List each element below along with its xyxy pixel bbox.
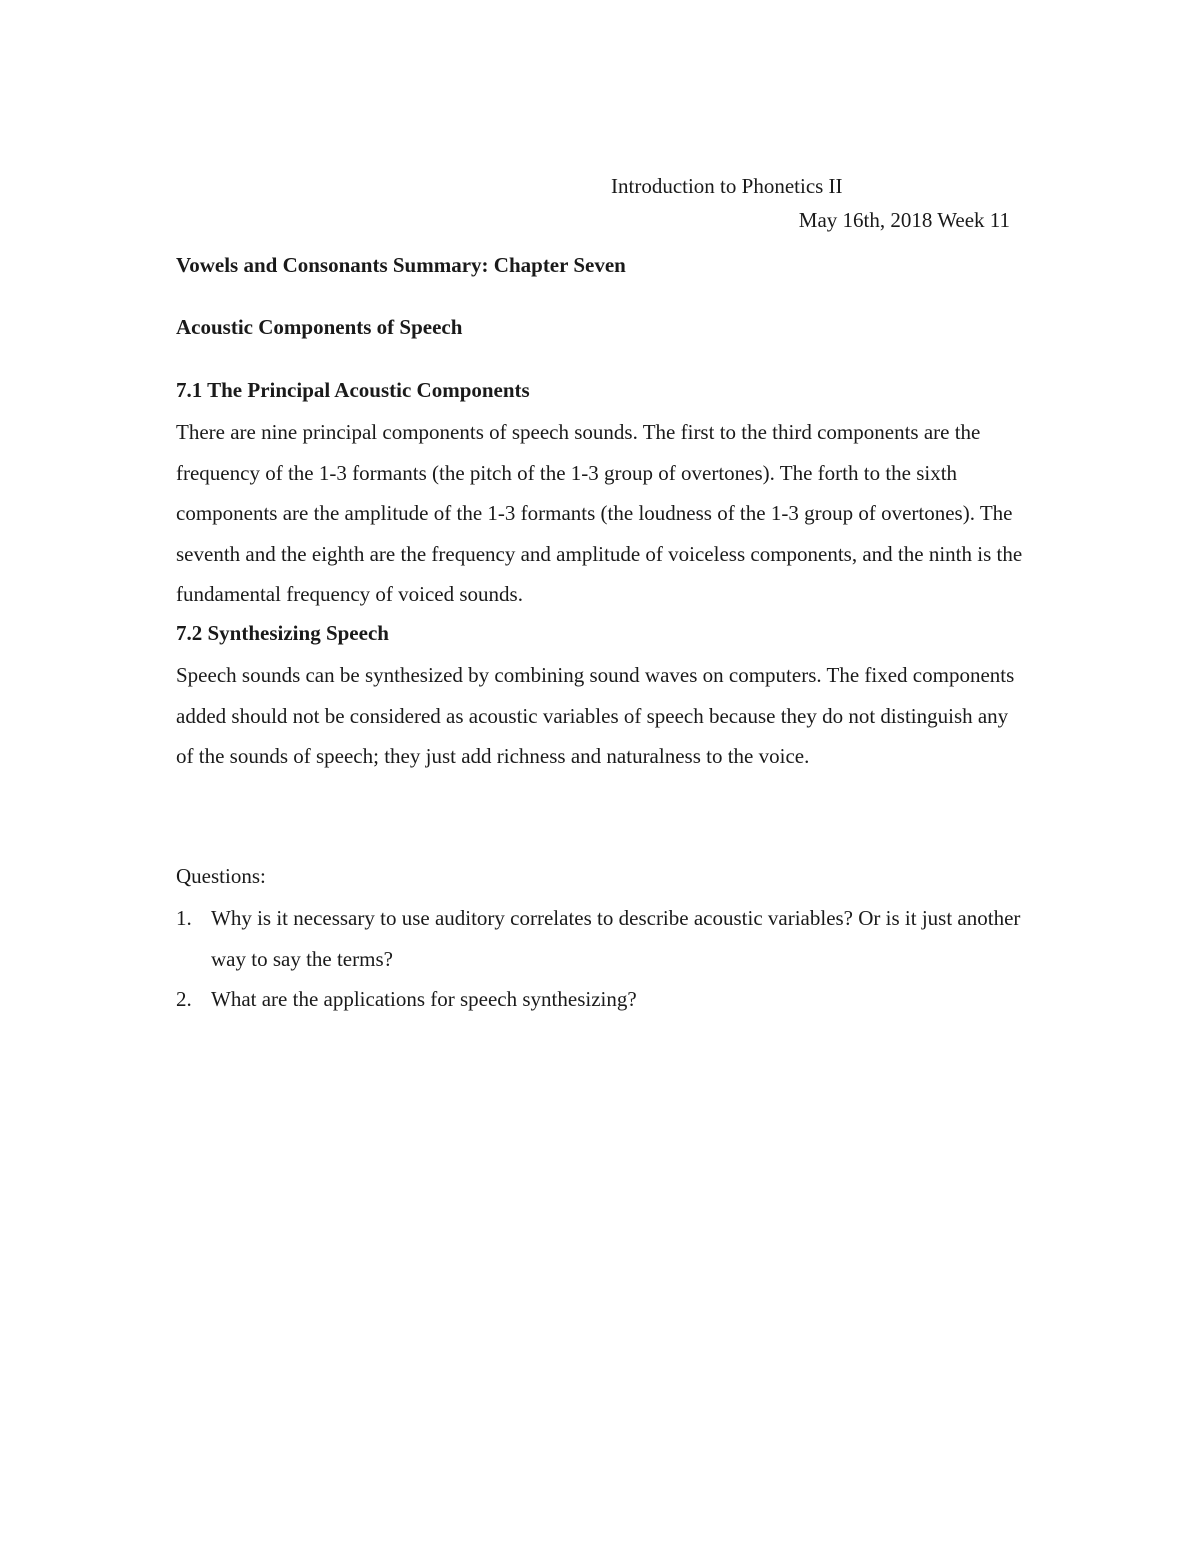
question-text: Why is it necessary to use auditory correlates to describe acoustic variables? Or is it just another way to say the terms?	[211, 906, 1021, 971]
question-text: What are the applications for speech synthesizing?	[211, 987, 637, 1011]
subsection-body-7-1: There are nine principal components of speech sounds. The first to the third components are the frequency of the 1-3 formants (the pitch of the 1-3 group of overtones). The forth to the sixth components are the amplitude of the 1-3 formants (the loudness of the 1-3 group of overtones). The seventh and the eighth are the frequency and amplitude of voiceless components, and the ninth is the fundamental frequency of voiced sounds.	[176, 420, 1023, 606]
date-line: May 16th, 2018 Week 11	[798, 208, 1010, 232]
course-title: Introduction to Phonetics II	[611, 174, 843, 198]
question-item	[176, 979, 1026, 1020]
subsection-heading-7-1: 7.1 The Principal Acoustic Components	[176, 378, 530, 402]
questions-list	[176, 898, 1026, 1020]
section-heading: Acoustic Components of Speech	[176, 315, 463, 339]
subsection-body-7-2: Speech sounds can be synthesized by combining sound waves on computers. The fixed components added should not be considered as acoustic variables of speech because they do not distinguish any of the sounds of speech; they just add richness and naturalness to the voice.	[176, 663, 1015, 768]
question-number: 2.	[176, 987, 192, 1011]
document-title: Vowels and Consonants Summary: Chapter Seven	[176, 253, 626, 277]
question-item	[176, 898, 1026, 979]
subsection-heading-7-2: 7.2 Synthesizing Speech	[176, 621, 389, 645]
question-number: 1.	[176, 906, 192, 930]
questions-label: Questions:	[176, 864, 266, 888]
